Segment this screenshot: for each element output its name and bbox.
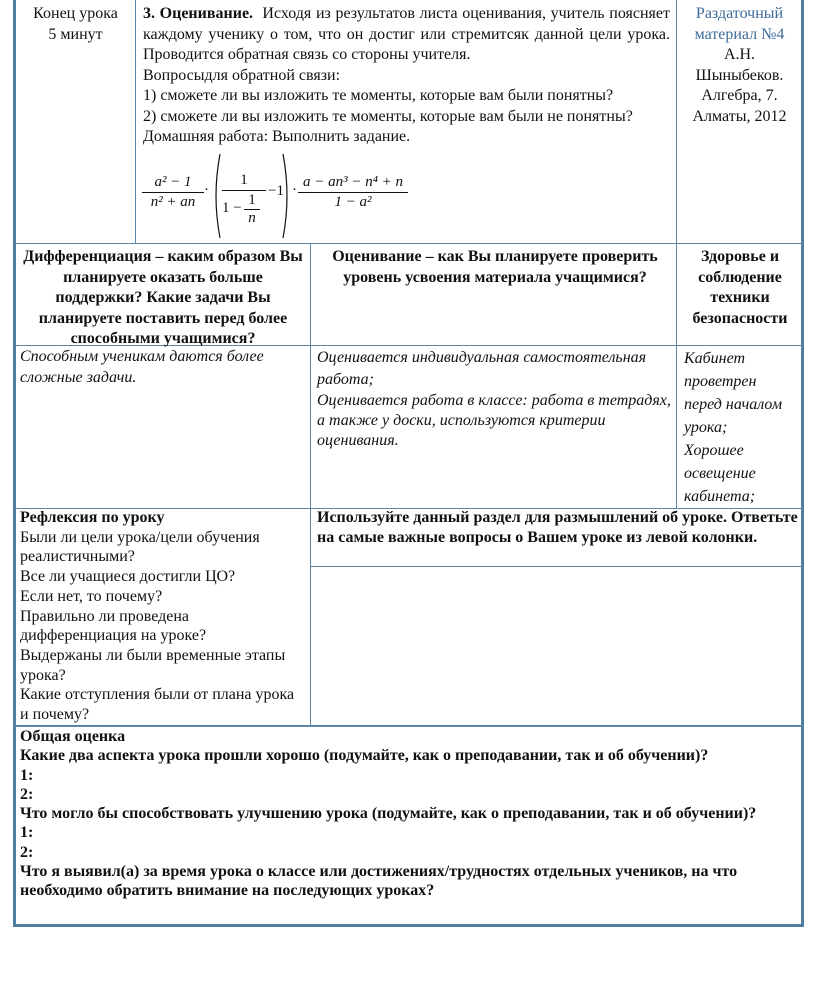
left-paren-icon	[210, 152, 222, 240]
divider	[310, 243, 311, 725]
summary-cell	[20, 727, 800, 901]
table-border-left	[13, 0, 16, 927]
resources-cell	[678, 4, 801, 127]
resource-author: Шыныбеков.	[695, 66, 784, 84]
feedback-question-2: 2) сможете ли вы изложить те моменты, которые вам были не понятны?	[143, 107, 633, 125]
reflection-question: Если нет, то почему?	[20, 587, 163, 605]
assessment-content	[317, 347, 672, 451]
feedback-question-1: 1) сможете ли вы изложить те моменты, которые вам были понятны?	[143, 87, 614, 104]
health-content	[684, 347, 800, 508]
differentiation-content: Способным ученикам даются более сложные задачи.	[20, 348, 264, 386]
divider	[14, 243, 803, 244]
fraction-1: a² − 1 n² + an	[142, 174, 204, 211]
table-border-right	[801, 0, 804, 927]
assessment-item-2: Оценивается работа в классе: работа в тетрадях, а также у доски, используются критерии оценивания.	[317, 392, 671, 449]
reflection-title: Рефлексия по уроку	[20, 509, 165, 526]
stage-duration: 5 минут	[48, 25, 103, 43]
table-border-bottom	[13, 924, 804, 927]
homework-formula: a² − 1 n² + an · 1 1 − 1 n −1 · a − an³ − n⁴ + n 1 − a²	[142, 152, 412, 242]
differentiation-header: Дифференциация – каким образом Вы планируете оказать больше поддержки? Какие задачи Вы планируете поставить перед более способными учащимися?	[23, 248, 303, 347]
reflection-question: Были ли цели урока/цели обучения реалистичными?	[20, 528, 260, 566]
summary-question-2: Что могло бы способствовать улучшению урока (подумайте, как о преподавании, так и об обучении)?	[20, 805, 757, 823]
health-header: Здоровье и соблюдение техники безопасности	[692, 248, 788, 327]
assessment-item-1: Оценивается индивидуальная самостоятельная работа;	[317, 349, 647, 388]
section-text: Исходя из результатов листа оценивания, учитель поясняет каждому ученику о том, что он достиг или стремитсяк данной цели урока. Проводится обратная связь со стороны учителя.	[143, 5, 671, 63]
reflection-question: Правильно ли проведена дифференциация на уроке?	[20, 607, 207, 645]
health-line: освещение	[684, 465, 756, 482]
health-line: урока;	[684, 419, 728, 436]
resource-author-initials: А.Н.	[723, 46, 756, 63]
handout-link-number[interactable]: материал №4	[694, 25, 785, 43]
reflection-question: Выдержаны ли были временные этапы урока?	[20, 646, 286, 684]
assessment-header: Оценивание – как Вы планируете проверить уровень усвоения материала учащимися?	[332, 248, 658, 286]
health-line: Кабинет	[684, 350, 746, 367]
summary-question-1: Какие два аспекта урока прошли хорошо (подумайте, как о преподавании, так и об обучении)?	[20, 747, 709, 765]
summary-answer-2-1: 1:	[20, 824, 34, 842]
reflection-instruction: Используйте данный раздел для размышлений об уроке. Ответьте на самые важные вопросы о Вашем уроке из левой колонки.	[317, 509, 798, 546]
stage-time-label: Конец урока	[33, 5, 118, 22]
section-title: 3. Оценивание.	[143, 5, 254, 22]
assessment-section	[143, 4, 670, 148]
summary-answer-1-2: 2:	[20, 785, 34, 803]
reflection-cell	[20, 508, 305, 725]
health-line: Хорошее	[684, 442, 744, 459]
summary-question-3: Что я выявил(а) за время урока о классе или достижениях/трудностях отдельных учеников, на что необходимо обратить внимание на последующих уроках?	[20, 863, 738, 900]
homework-text: Домашняя работа: Выполнить задание.	[143, 128, 411, 145]
resource-title: Алгебра, 7.	[701, 87, 778, 104]
summary-answer-2-2: 2:	[20, 843, 34, 861]
summary-title: Общая оценка	[20, 728, 126, 745]
divider	[135, 0, 136, 243]
divider	[310, 566, 803, 567]
resource-publisher: Алматы, 2012	[692, 107, 787, 125]
reflection-question: Какие отступления были от плана урока и почему?	[20, 686, 295, 724]
reflection-question: Все ли учащиеся достигли ЦО?	[20, 568, 236, 586]
reflection-answer-area[interactable]	[312, 568, 800, 724]
health-line: перед началом	[684, 396, 783, 413]
questions-label: Вопросыдля обратной связи:	[143, 66, 341, 84]
health-line: кабинета;	[684, 488, 756, 505]
handout-link[interactable]: Раздаточный	[695, 5, 784, 22]
divider	[676, 0, 677, 508]
stage-time-cell	[16, 4, 135, 45]
fraction-3: a − an³ − n⁴ + n 1 − a²	[298, 174, 408, 211]
fraction-inner: 1 1 − 1 n	[222, 172, 266, 232]
health-line: проветрен	[684, 373, 757, 390]
summary-answer-1-1: 1:	[20, 766, 34, 784]
